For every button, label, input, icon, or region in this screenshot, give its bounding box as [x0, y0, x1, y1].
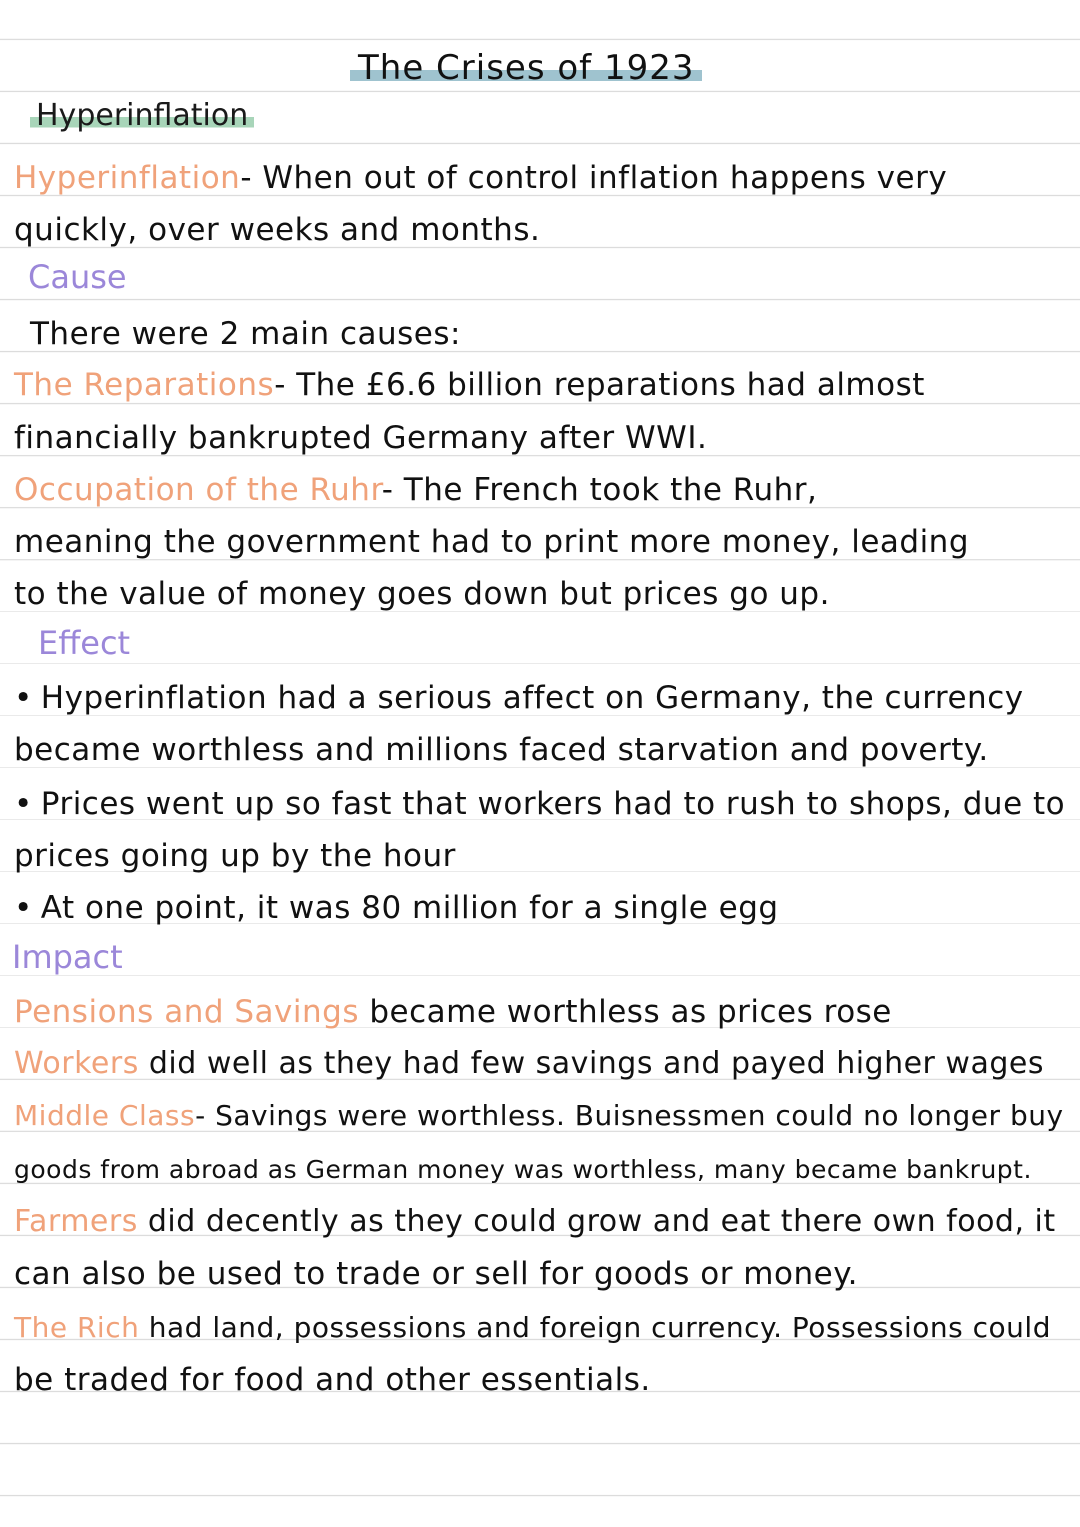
middle-class-line-2: goods from abroad as German money was worthless, many became bankrupt.: [14, 1155, 1032, 1184]
workers-text: did well as they had few savings and payed higher wages: [148, 1046, 1044, 1081]
middle-class-term: Middle Class: [14, 1099, 196, 1132]
cause-heading: Cause: [28, 258, 127, 296]
farmers-line-2: can also be used to trade or sell for goods or money.: [14, 1256, 858, 1292]
definition-line-1: [14, 158, 1062, 198]
rich-line-2: be traded for food and other essentials.: [14, 1362, 651, 1398]
reparations-line-1: [14, 365, 1062, 405]
effect-heading: Effect: [38, 624, 131, 662]
ruhr-text: - The French took the Ruhr,: [381, 472, 818, 508]
pensions-term: Pensions and Savings: [14, 994, 359, 1030]
effect-bullet-1-line-2: became worthless and millions faced starvation and poverty.: [14, 732, 989, 768]
rich-term: The Rich: [14, 1311, 140, 1344]
ruhr-term: Occupation of the Ruhr: [14, 472, 382, 508]
rich-text: had land, possessions and foreign currency. Possessions could: [148, 1311, 1051, 1344]
workers-term: Workers: [14, 1046, 139, 1081]
effect-bullet-3-text: At one point, it was 80 million for a single egg: [40, 890, 779, 926]
effect-bullet-2-line-1: [14, 784, 1066, 824]
effect-bullet-1-line-1: [14, 678, 1062, 718]
definition-text: - When out of control inflation happens very: [240, 160, 948, 196]
rich-line-1: [14, 1308, 1062, 1348]
middle-class-line-1: [14, 1096, 1062, 1136]
workers-line: [14, 1044, 1062, 1084]
effect-bullet-3-line-1: [14, 888, 1062, 928]
definition-term: Hyperinflation: [14, 160, 241, 196]
reparations-term: The Reparations: [14, 367, 275, 403]
bullet-icon: •: [14, 890, 33, 926]
ruhr-line-3: to the value of money goes down but prices go up.: [14, 576, 830, 612]
farmers-term: Farmers: [14, 1204, 138, 1239]
ruhr-line-2: meaning the government had to print more money, leading: [14, 524, 970, 560]
pensions-text: became worthless as prices rose: [369, 994, 892, 1030]
page-title: The Crises of 1923: [350, 48, 702, 88]
pensions-line: [14, 992, 1062, 1032]
section-heading: Hyperinflation: [30, 98, 254, 133]
effect-bullet-2-text: Prices went up so fast that workers had to rush to shops, due to: [40, 786, 1066, 822]
effect-bullet-2-line-2: prices going up by the hour: [14, 838, 456, 874]
effect-bullet-1-text: Hyperinflation had a serious affect on Germany, the currency: [40, 680, 1024, 716]
farmers-line-1: [14, 1202, 1062, 1242]
middle-class-text: - Savings were worthless. Buisnessmen could no longer buy: [195, 1099, 1064, 1132]
cause-intro: There were 2 main causes:: [30, 316, 461, 352]
bullet-icon: •: [14, 680, 33, 716]
ruhr-line-1: [14, 470, 1062, 510]
reparations-text: - The £6.6 billion reparations had almost: [274, 367, 925, 403]
farmers-text: did decently as they could grow and eat there own food, it: [147, 1204, 1056, 1239]
definition-line-2: quickly, over weeks and months.: [14, 212, 541, 248]
impact-heading: Impact: [12, 938, 123, 976]
bullet-icon: •: [14, 786, 33, 822]
reparations-line-2: financially bankrupted Germany after WWI.: [14, 420, 708, 456]
